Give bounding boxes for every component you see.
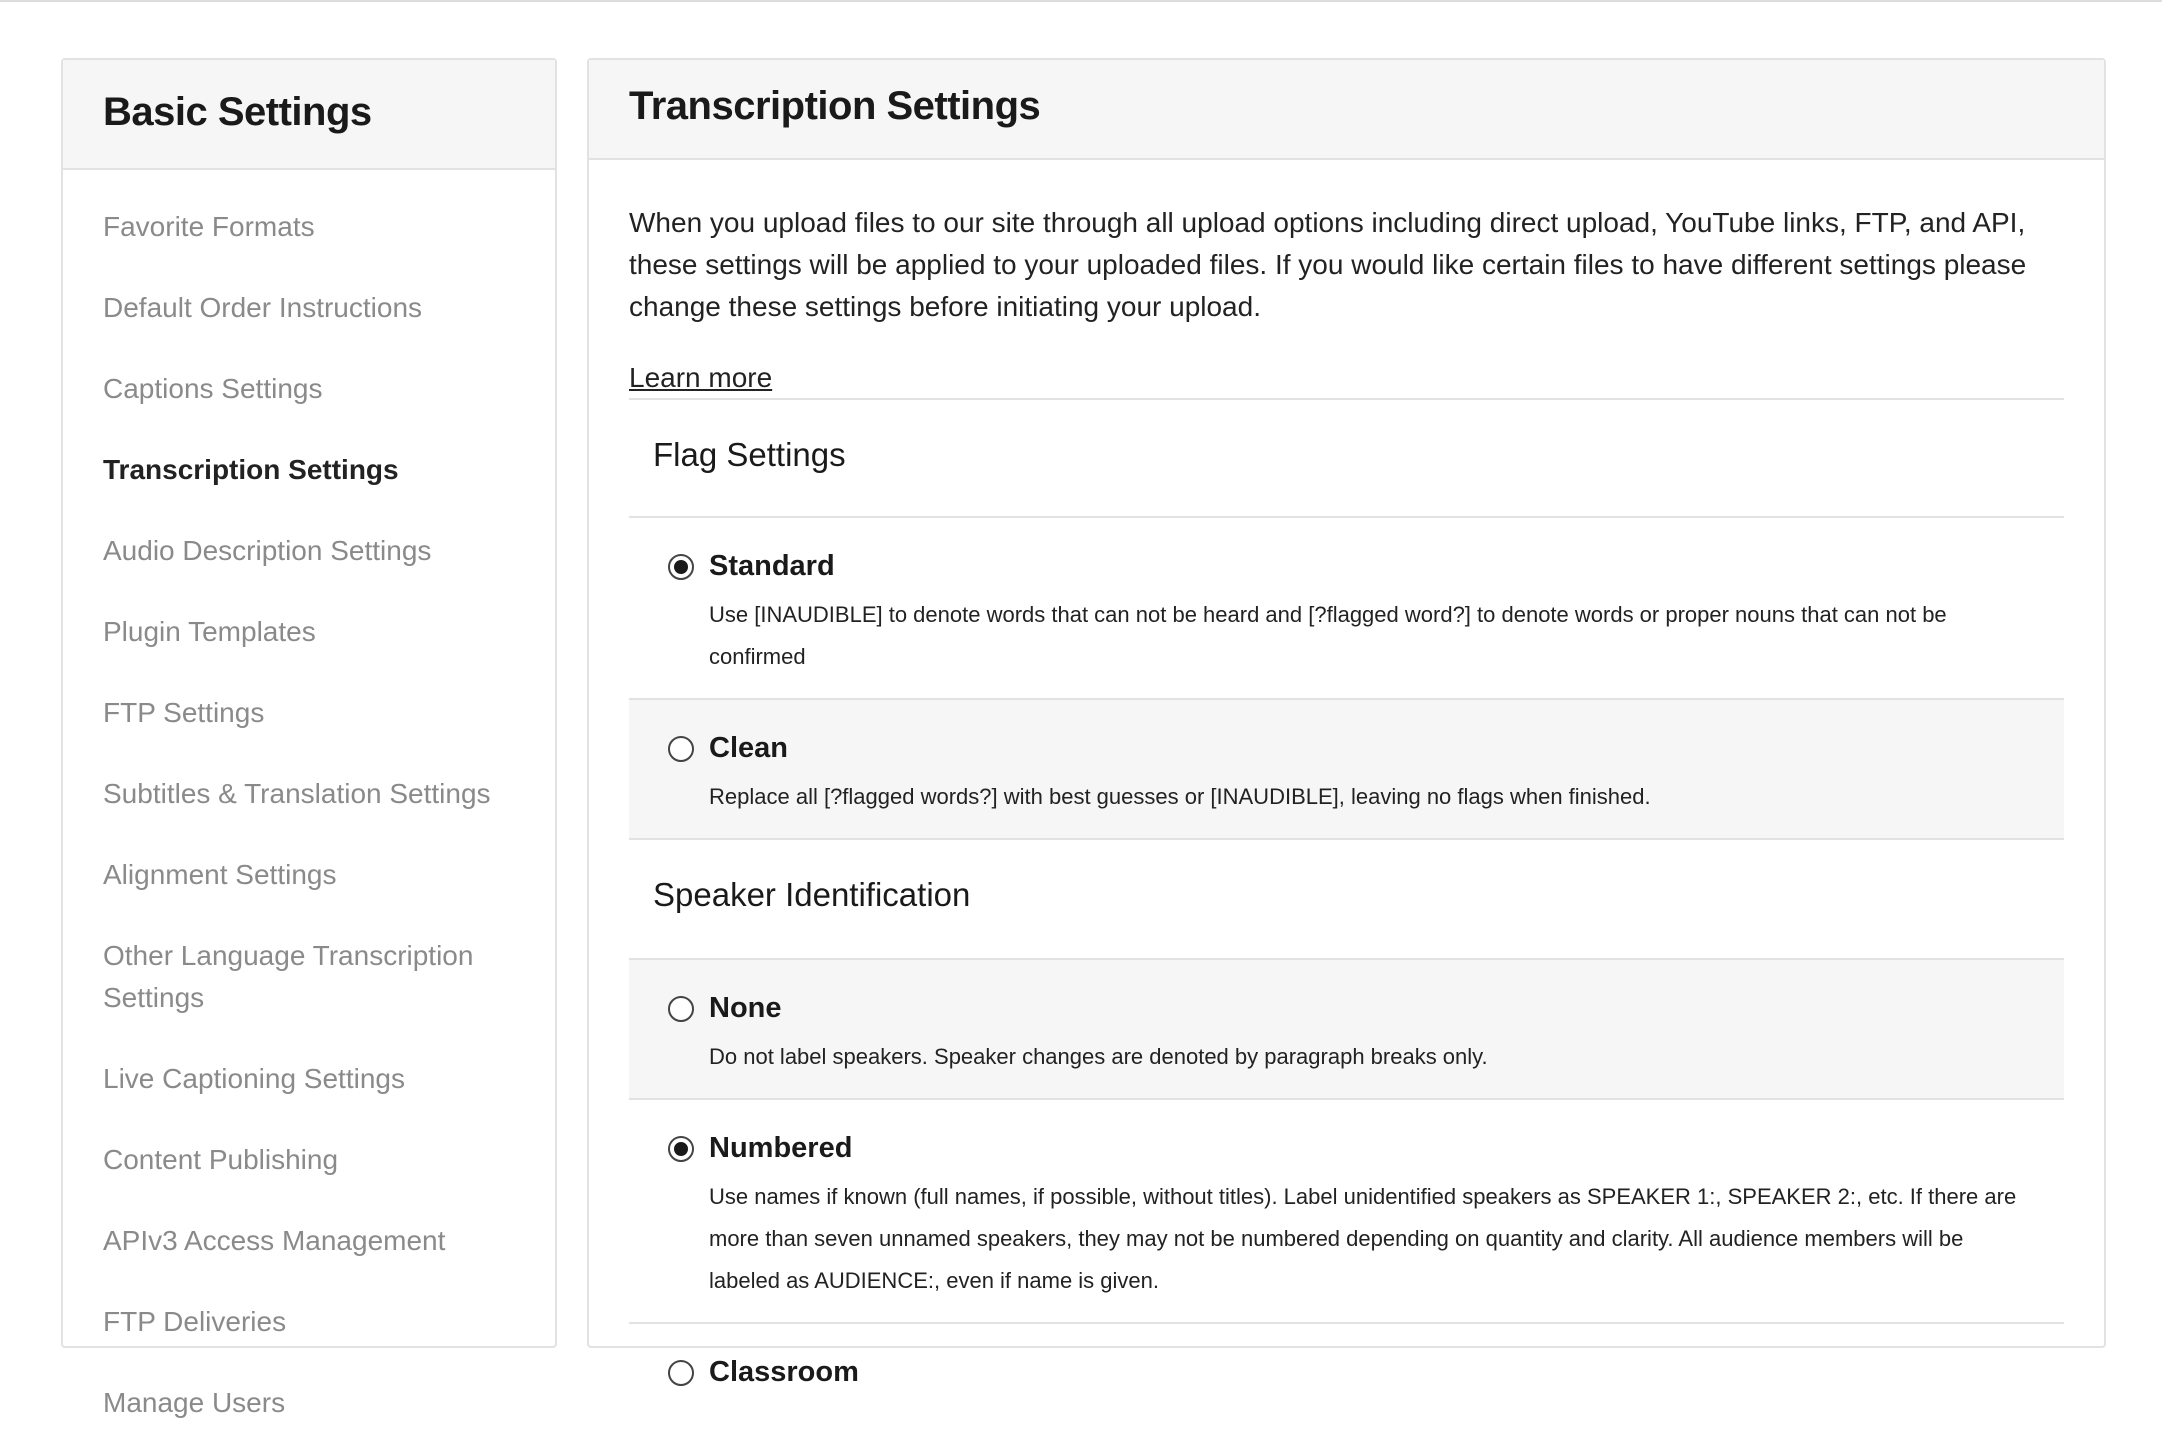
option-label: Numbered	[709, 1132, 853, 1164]
sidebar-item-ftp-deliveries[interactable]: FTP Deliveries	[103, 1306, 287, 1337]
learn-more-link[interactable]: Learn more	[629, 362, 773, 393]
sidebar-menu	[63, 170, 555, 1443]
top-divider	[0, 0, 2162, 2]
numbered-radio[interactable]	[668, 1136, 694, 1162]
flag-option-clean[interactable]	[629, 700, 2064, 840]
intro-text: When you upload files to our site through all upload options including direct upload, YouTube links, FTP, and API, these settings will be applied to your uploaded files. If you would like certain files to have different settings please change these settings before initiating your upload.	[629, 207, 2027, 322]
option-label: Clean	[709, 732, 788, 764]
sidebar-item-other-language-transcription-settings[interactable]: Other Language Transcription Settings	[103, 940, 474, 1013]
sidebar-item-captions-settings[interactable]: Captions Settings	[103, 373, 323, 404]
sidebar-header	[63, 60, 555, 170]
sidebar-item-transcription-settings[interactable]: Transcription Settings	[103, 454, 399, 485]
sidebar-item-plugin-templates[interactable]: Plugin Templates	[103, 616, 316, 647]
option-label: None	[709, 992, 782, 1024]
option-label: Standard	[709, 550, 835, 582]
clean-radio[interactable]	[668, 736, 694, 762]
standard-radio[interactable]	[668, 554, 694, 580]
flag-settings-section-header	[629, 398, 2064, 518]
option-description: Replace all [?flagged words?] with best guesses or [INAUDIBLE], leaving no flags when finished.	[709, 784, 1651, 809]
sidebar-item-alignment-settings[interactable]: Alignment Settings	[103, 859, 337, 890]
page-title: Transcription Settings	[629, 84, 1041, 128]
speaker-option-none[interactable]	[629, 960, 2064, 1100]
sidebar-title: Basic Settings	[103, 90, 372, 134]
none-radio[interactable]	[668, 996, 694, 1022]
sidebar-item-favorite-formats[interactable]: Favorite Formats	[103, 211, 315, 242]
sidebar-item-apiv3-access-management[interactable]: APIv3 Access Management	[103, 1225, 446, 1256]
speaker-identification-title: Speaker Identification	[653, 876, 971, 913]
sidebar-item-manage-users[interactable]: Manage Users	[103, 1387, 286, 1418]
option-description: Use names if known (full names, if possible, without titles). Label unidentified speakers as SPEAKER 1:, SPEAKER 2:, etc. If there are more than seven unnamed speakers, they may not be numbered depending on quantity and clarity. All audience members will be labeled as AUDIENCE:, even if name is given.	[709, 1184, 2017, 1293]
option-description: Do not label speakers. Speaker changes are denoted by paragraph breaks only.	[709, 1044, 1488, 1069]
settings-sidebar	[61, 58, 557, 1418]
panel-body	[589, 160, 2104, 1392]
flag-option-standard[interactable]	[629, 518, 2064, 700]
speaker-identification-section-header	[629, 840, 2064, 960]
sidebar-item-audio-description-settings[interactable]: Audio Description Settings	[103, 535, 432, 566]
transcription-settings-panel	[587, 58, 2106, 1388]
sidebar-item-live-captioning-settings[interactable]: Live Captioning Settings	[103, 1063, 405, 1094]
classroom-radio[interactable]	[668, 1360, 694, 1386]
sidebar-item-content-publishing[interactable]: Content Publishing	[103, 1144, 339, 1175]
sidebar-item-ftp-settings[interactable]: FTP Settings	[103, 697, 265, 728]
speaker-option-numbered[interactable]	[629, 1100, 2064, 1324]
option-description: Use [INAUDIBLE] to denote words that can not be heard and [?flagged word?] to denote words or proper nouns that can not be confirmed	[709, 602, 1947, 669]
sidebar-item-default-order-instructions[interactable]: Default Order Instructions	[103, 292, 423, 323]
option-label: Classroom	[709, 1356, 859, 1388]
flag-settings-title: Flag Settings	[653, 436, 846, 473]
sidebar-item-subtitles-translation-settings[interactable]: Subtitles & Translation Settings	[103, 778, 491, 809]
speaker-option-classroom[interactable]	[629, 1324, 2064, 1392]
panel-header	[589, 60, 2104, 160]
